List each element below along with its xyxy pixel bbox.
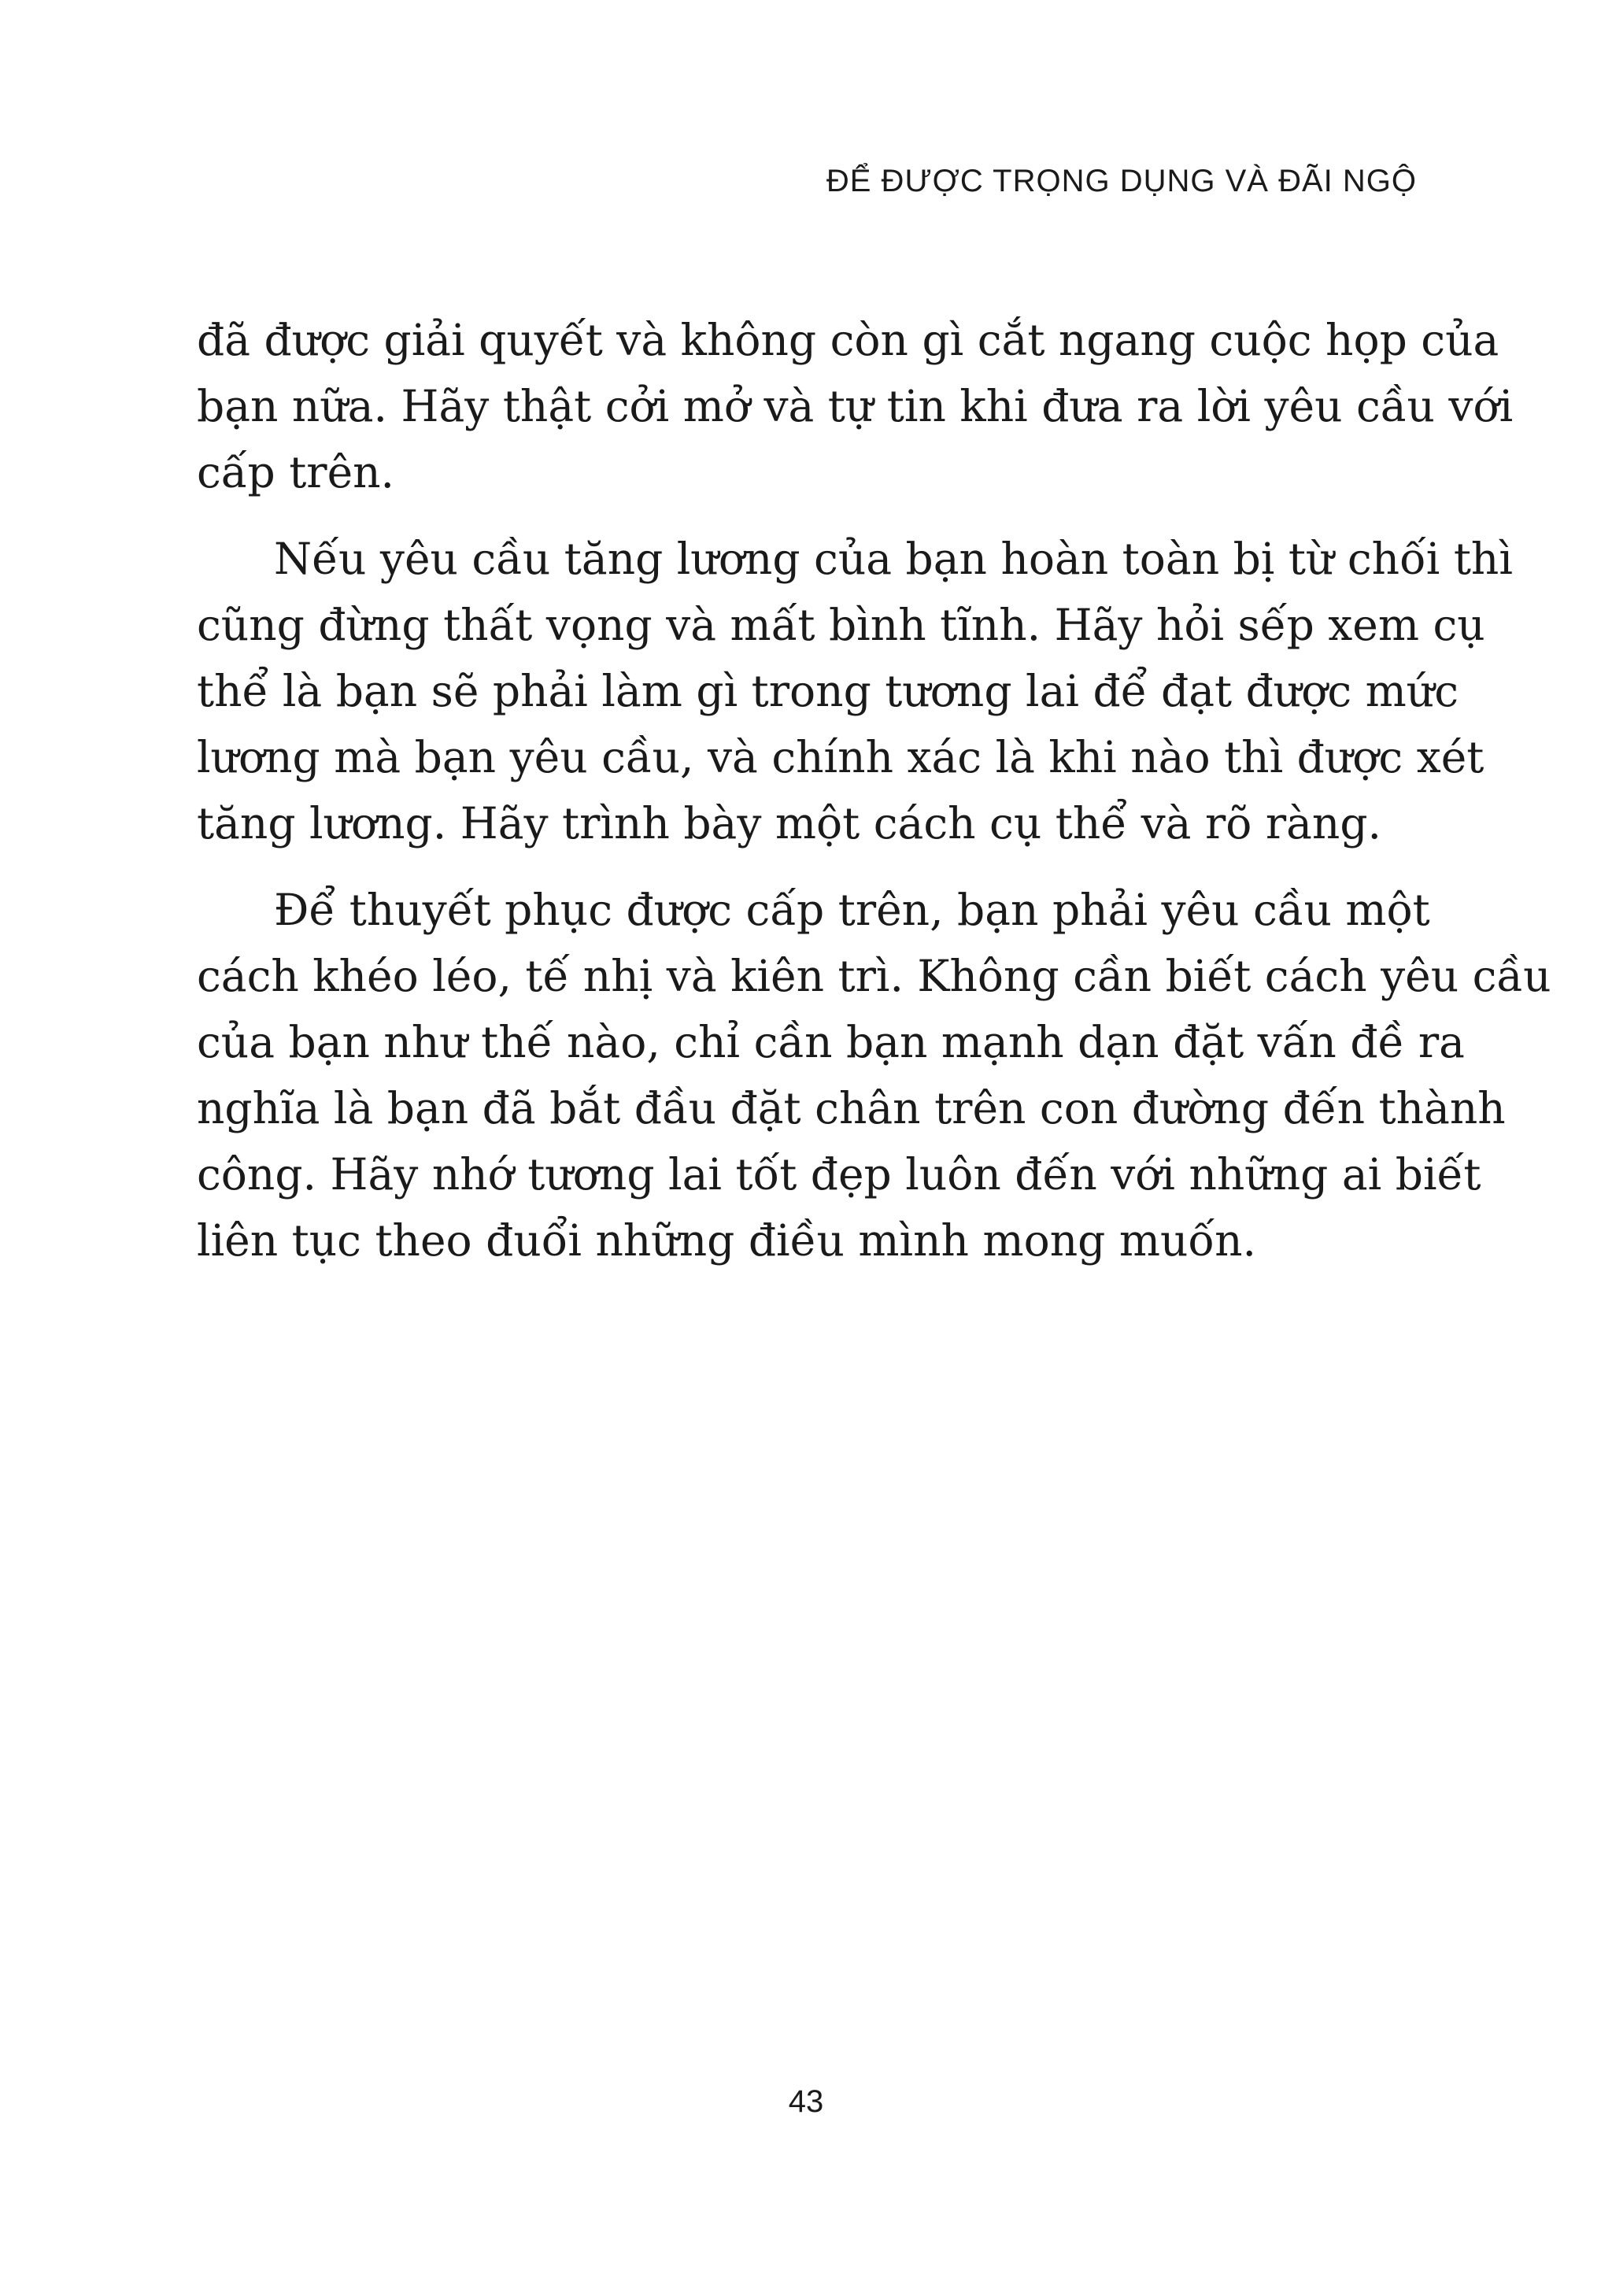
- text-line: cách khéo léo, tế nhị và kiên trì. Không cần biết cách yêu cầu: [197, 951, 1551, 1001]
- text-line: lương mà bạn yêu cầu, và chính xác là khi nào thì được xét: [197, 732, 1484, 782]
- text-line: cấp trên.: [197, 447, 395, 497]
- paragraph-3: [197, 877, 1551, 1274]
- text-line: bạn nữa. Hãy thật cởi mở và tự tin khi đưa ra lời yêu cầu với: [197, 381, 1514, 431]
- paragraph-2: [197, 526, 1513, 856]
- text-line: công. Hãy nhớ tương lai tốt đẹp luôn đến với những ai biết: [197, 1149, 1481, 1200]
- text-line: liên tục theo đuổi những điều mình mong muốn.: [197, 1215, 1256, 1266]
- text-line: cũng đừng thất vọng và mất bình tĩnh. Hãy hỏi sếp xem cụ: [197, 600, 1485, 650]
- paragraph-1: [197, 307, 1514, 505]
- text-line: thể là bạn sẽ phải làm gì trong tương lai để đạt được mức: [197, 666, 1459, 716]
- body-text: [197, 307, 1551, 1274]
- text-line: Để thuyết phục được cấp trên, bạn phải yêu cầu một: [274, 885, 1430, 935]
- text-line: tăng lương. Hãy trình bày một cách cụ thể và rõ ràng.: [197, 798, 1382, 849]
- text-line: của bạn như thế nào, chỉ cần bạn mạnh dạn đặt vấn đề ra: [197, 1017, 1465, 1067]
- text-line: đã được giải quyết và không còn gì cắt ngang cuộc họp của: [197, 315, 1499, 365]
- page-number: 43: [788, 2084, 824, 2119]
- text-line: nghĩa là bạn đã bắt đầu đặt chân trên con đường đến thành: [197, 1083, 1506, 1133]
- text-line: Nếu yêu cầu tăng lương của bạn hoàn toàn bị từ chối thì: [274, 534, 1513, 584]
- running-header: ĐỂ ĐƯỢC TRỌNG DỤNG VÀ ĐÃI NGỘ: [826, 164, 1417, 198]
